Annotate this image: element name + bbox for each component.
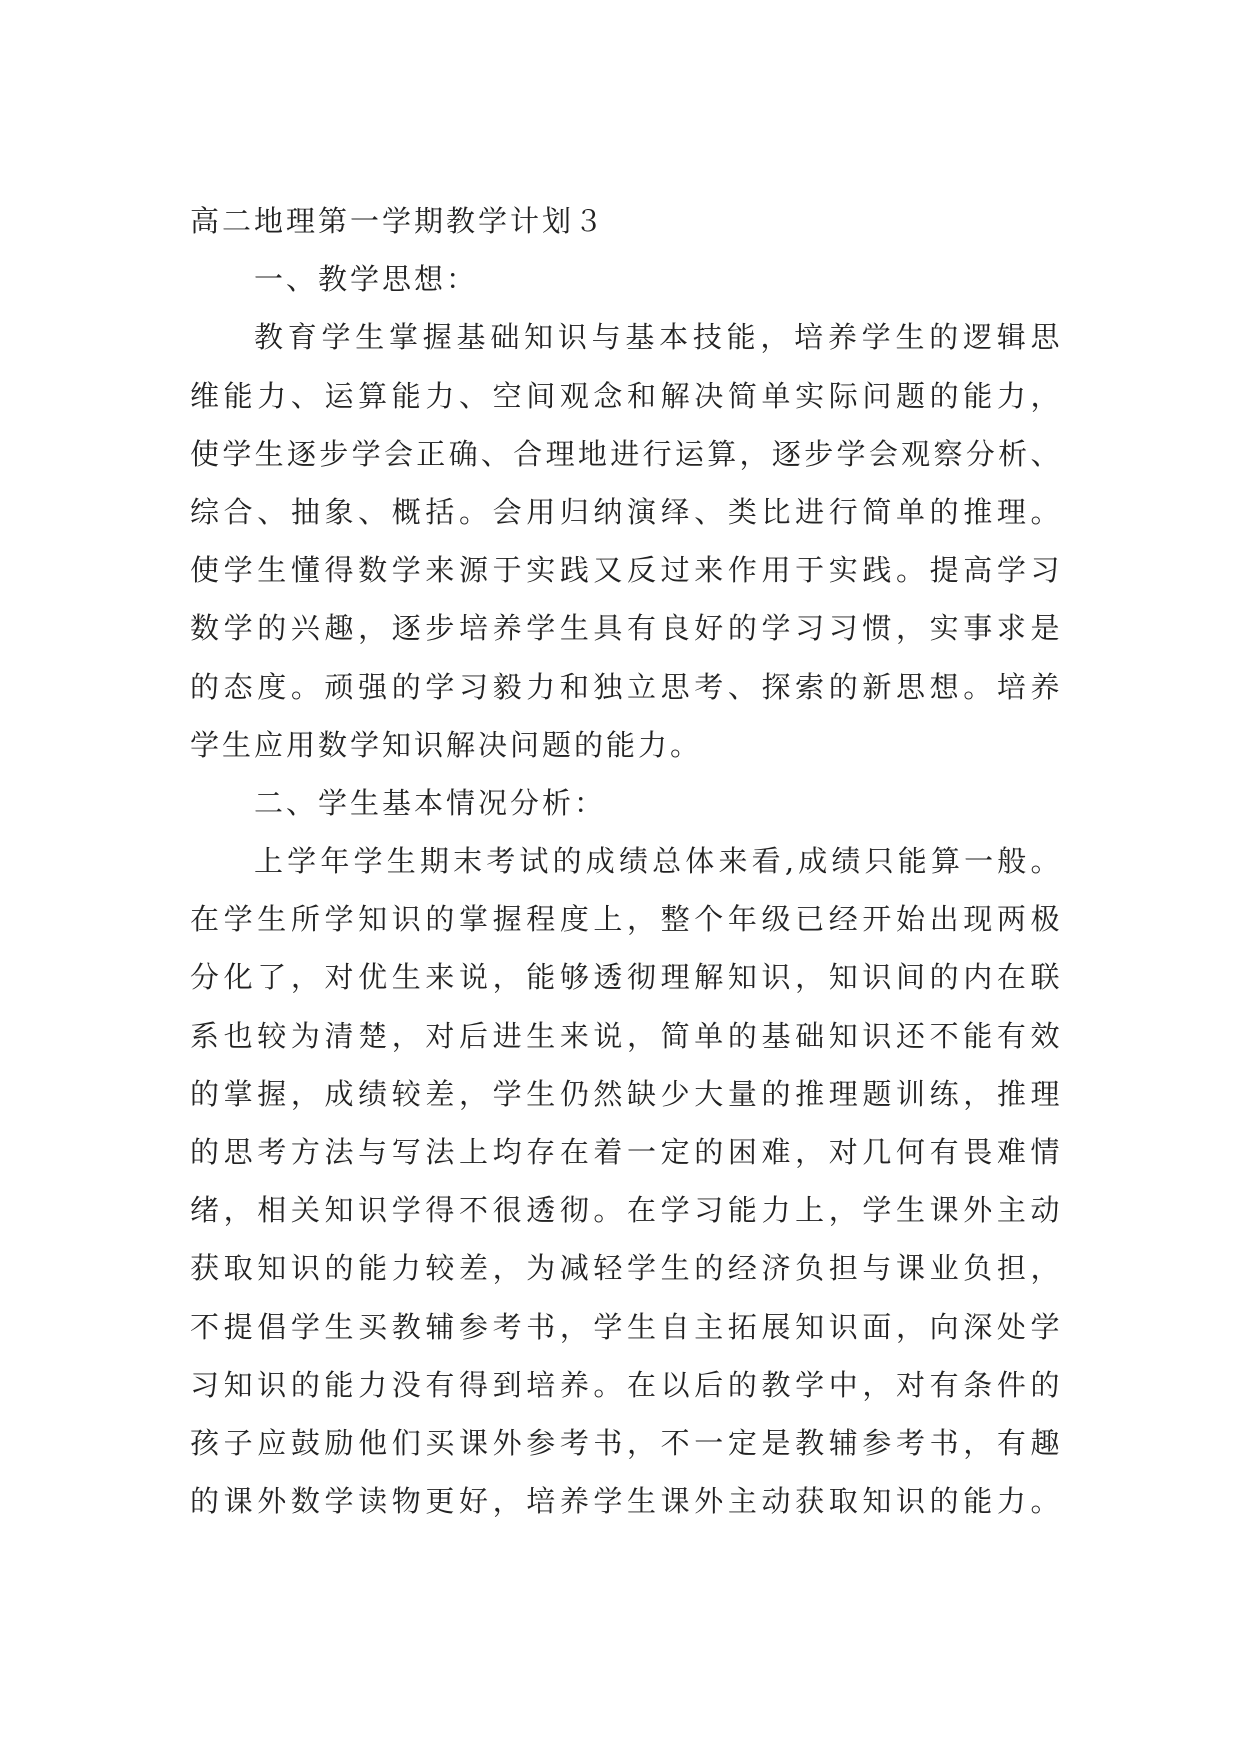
paragraph-line: 的掌握，成绩较差，学生仍然缺少大量的推理题训练，推理 <box>190 1076 1060 1111</box>
paragraph-line: 的态度。顽强的学习毅力和独立思考、探索的新思想。培养 <box>190 669 1060 704</box>
paragraph-line: 孩子应鼓励他们买课外参考书，不一定是教辅参考书，有趣 <box>190 1425 1060 1460</box>
paragraph-line: 使学生懂得数学来源于实践又反过来作用于实践。提高学习 <box>190 553 1060 588</box>
paragraph-line: 的思考方法与写法上均存在着一定的困难，对几何有畏难情 <box>190 1135 1060 1169</box>
paragraph-line: 获取知识的能力较差，为减轻学生的经济负担与课业负担， <box>190 1251 1060 1286</box>
paragraph-line: 在学生所学知识的掌握程度上，整个年级已经开始出现两极 <box>190 902 1060 937</box>
document-body <box>190 192 1060 1530</box>
paragraph-line: 教育学生掌握基础知识与基本技能，培养学生的逻辑思 <box>254 320 1060 355</box>
paragraph-line: 数学的兴趣，逐步培养学生具有良好的学习习惯，实事求是 <box>190 611 1060 646</box>
paragraph-line: 学生应用数学知识解决问题的能力。 <box>190 727 703 762</box>
paragraph-line: 不提倡学生买教辅参考书，学生自主拓展知识面，向深处学 <box>190 1309 1060 1344</box>
section-heading-teaching-philosophy: 一、教学思想： <box>254 262 479 297</box>
paragraph-line: 的课外数学读物更好，培养学生课外主动获取知识的能力。 <box>190 1484 1060 1519</box>
paragraph-line: 系也较为清楚，对后进生来说，简单的基础知识还不能有效 <box>190 1018 1060 1053</box>
paragraph-line: 绪，相关知识学得不很透彻。在学习能力上，学生课外主动 <box>190 1193 1060 1228</box>
paragraph-line: 维能力、运算能力、空间观念和解决简单实际问题的能力， <box>190 378 1060 413</box>
section-heading-student-analysis: 二、学生基本情况分析： <box>254 785 607 820</box>
paragraph-line: 习知识的能力没有得到培养。在以后的教学中，对有条件的 <box>190 1367 1060 1402</box>
document-title: 高二地理第一学期教学计划３ <box>190 204 607 238</box>
paragraph-line: 综合、抽象、概括。会用归纳演绎、类比进行简单的推理。 <box>190 494 1060 529</box>
paragraph-line: 使学生逐步学会正确、合理地进行运算，逐步学会观察分析、 <box>190 436 1060 471</box>
paragraph-line: 上学年学生期末考试的成绩总体来看,成绩只能算一般。 <box>254 844 1060 879</box>
paragraph-line: 分化了，对优生来说，能够透彻理解知识，知识间的内在联 <box>190 960 1060 995</box>
